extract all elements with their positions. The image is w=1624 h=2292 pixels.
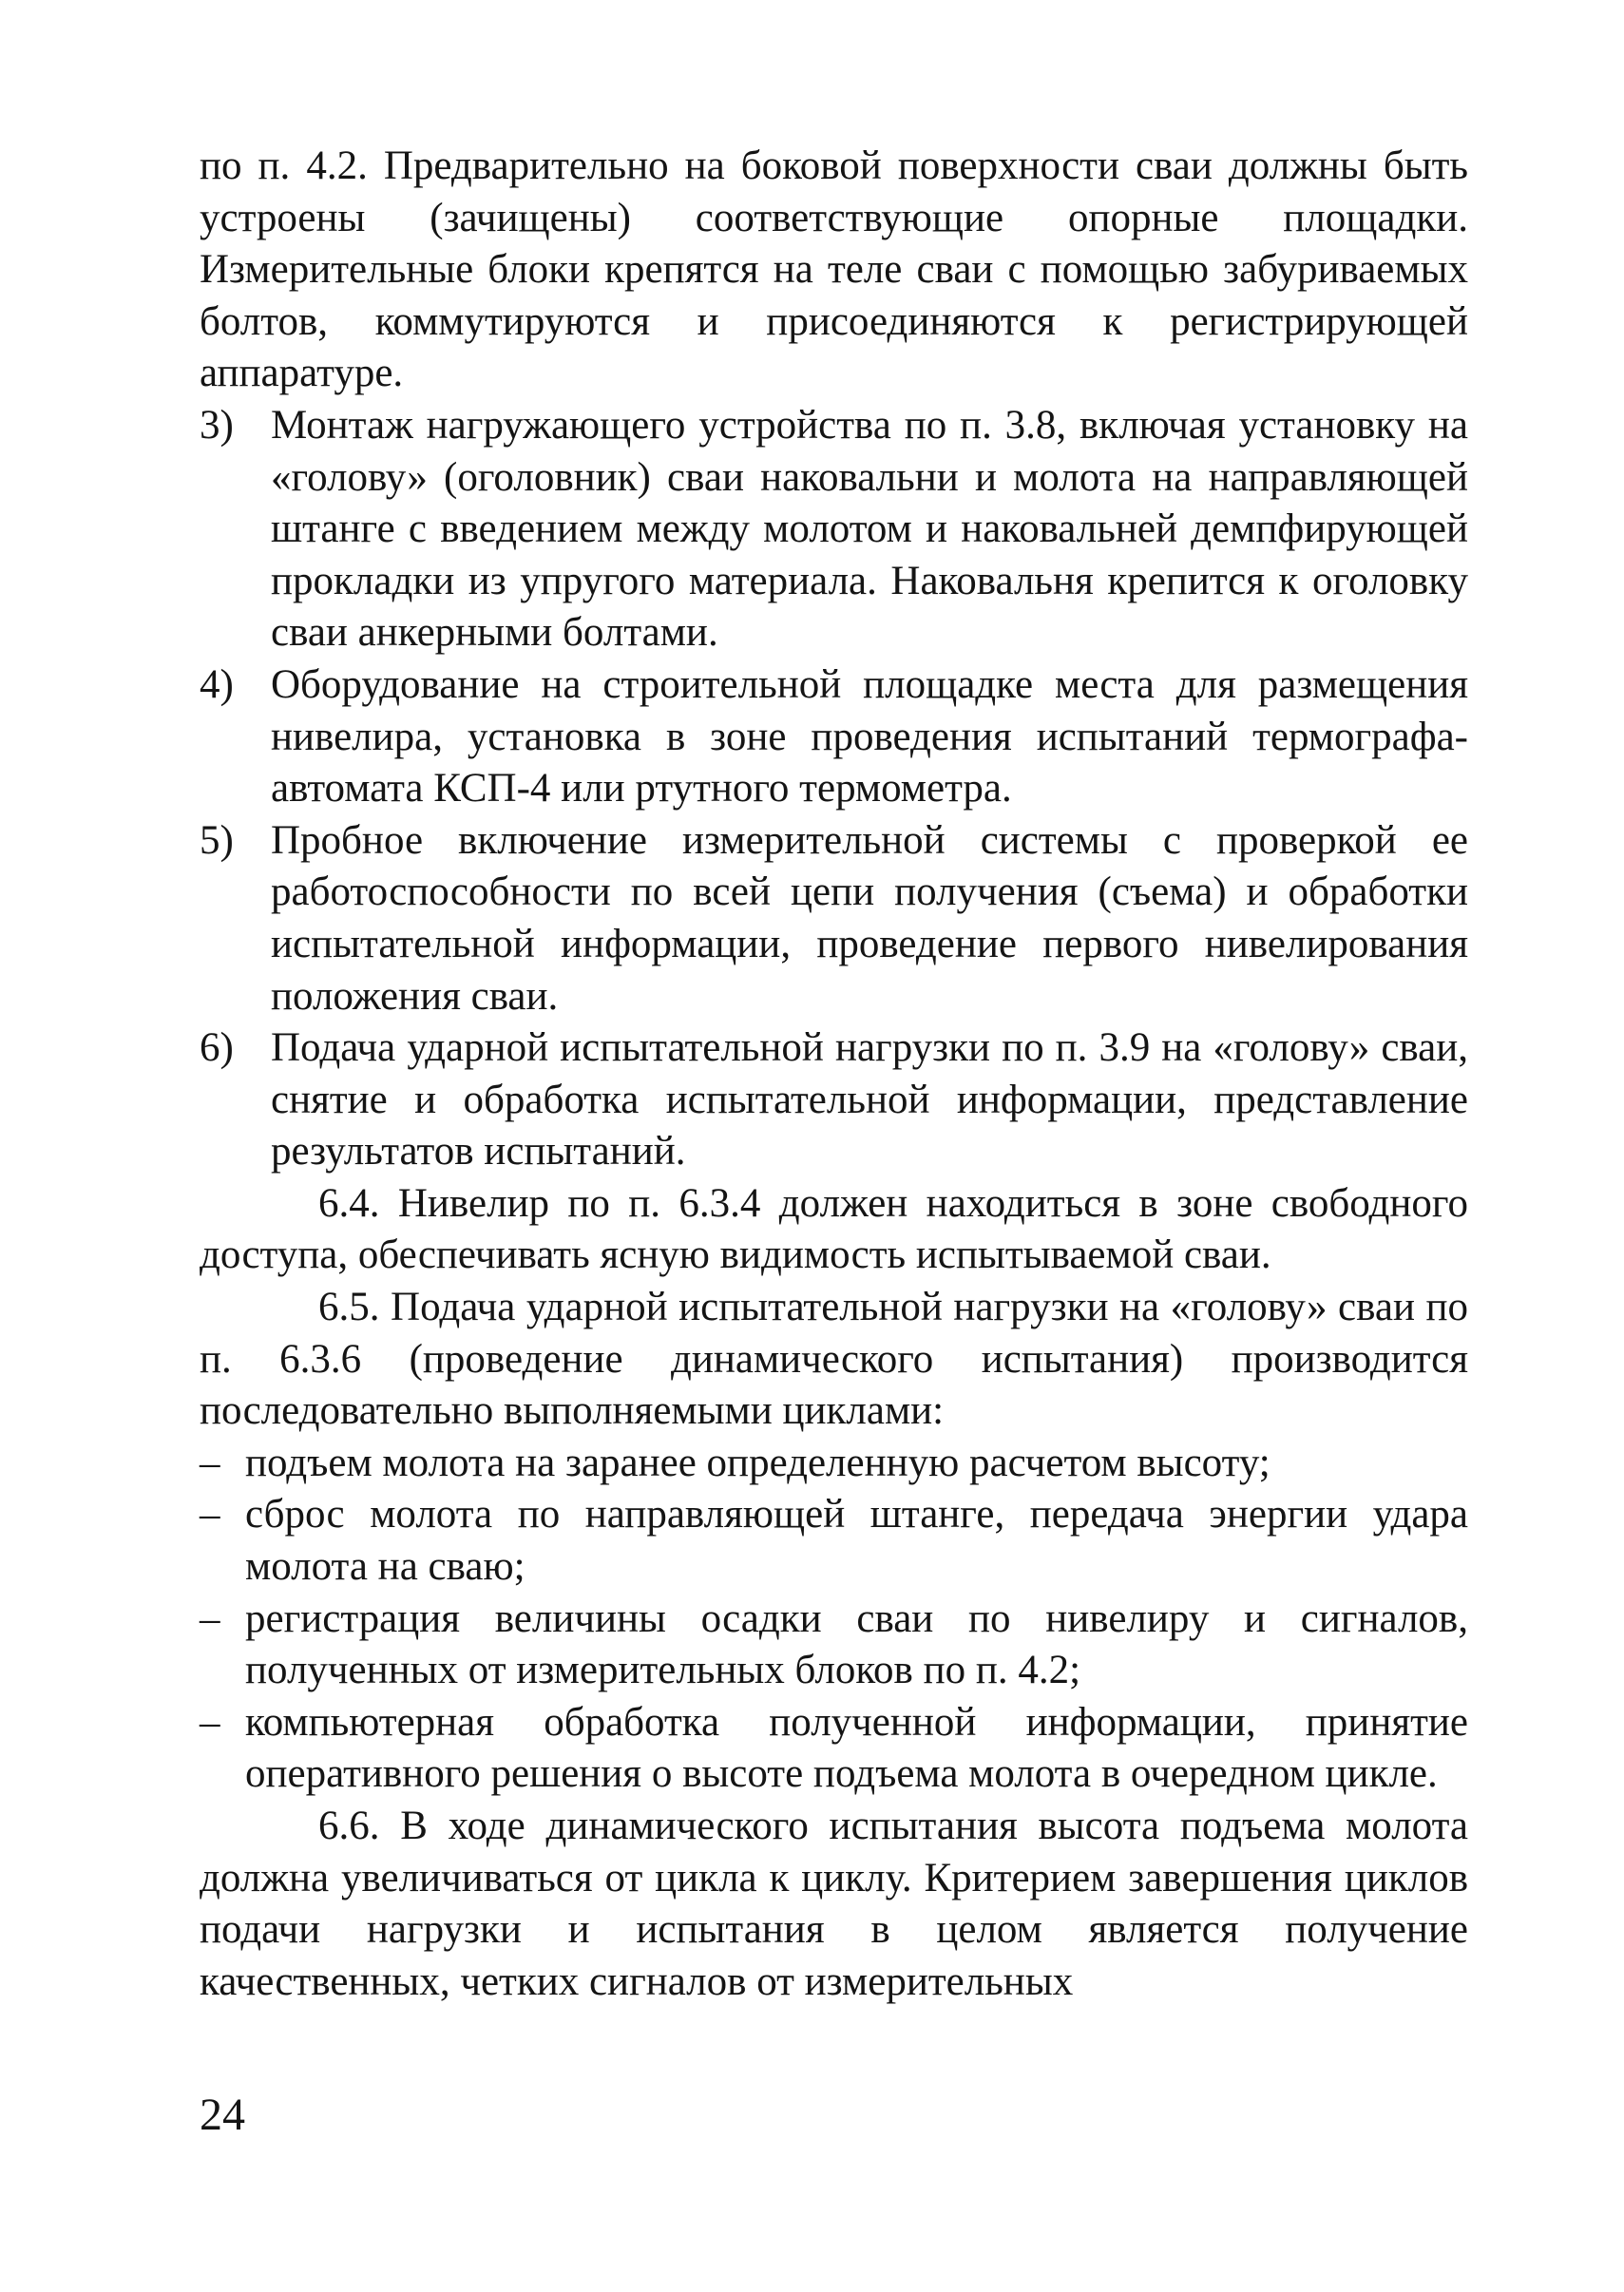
list-number: 5) xyxy=(200,817,234,863)
list-item-text: Монтаж нагружающего устройства по п. 3.8, включая установку на «голову» (оголовник) сваи наковальни и молота на направляющей штанге с введением между молотом и наковальней демпфирующей прокладки из упругого материала. Наковальня крепится к оголовку сваи анкерными болтами. xyxy=(271,402,1468,656)
dash-marker: – xyxy=(200,1440,220,1485)
dash-marker: – xyxy=(200,1699,220,1745)
dash-item xyxy=(200,1438,1468,1490)
list-item-step-3 xyxy=(200,400,1468,659)
paragraph-6-5: 6.5. Подача ударной испытательной нагрузки на «голову» сваи по п. 6.3.6 (проведение динамического испытания) производится последовательно выполняемыми циклами: xyxy=(200,1285,1468,1434)
list-item-step-6 xyxy=(200,1022,1468,1178)
list-item-step-4 xyxy=(200,659,1468,815)
body-text xyxy=(200,141,1468,2008)
list-number: 3) xyxy=(200,402,234,448)
list-number: 4) xyxy=(200,661,234,707)
dash-item-text: сброс молота по направляющей штанге, передача энергии удара молота на сваю; xyxy=(245,1492,1468,1590)
dash-marker: – xyxy=(200,1595,220,1641)
page-number: 24 xyxy=(200,2090,245,2140)
list-item-step-5 xyxy=(200,815,1468,1022)
paragraph-6-4: 6.4. Нивелир по п. 6.3.4 должен находиться в зоне свободного доступа, обеспечивать ясную видимость испытываемой сваи. xyxy=(200,1180,1468,1278)
dash-marker: – xyxy=(200,1492,220,1538)
list-number: 6) xyxy=(200,1025,234,1071)
dash-item xyxy=(200,1697,1468,1801)
paragraph-6-6: 6.6. В ходе динамического испытания высота подъема молота должна увеличиваться от цикла к циклу. Критерием завершения циклов подачи нагрузки и испытания в целом является получение качественных, четких сигналов от измерительных xyxy=(200,1804,1468,2004)
dash-item-text: подъем молота на заранее определенную расчетом высоту; xyxy=(245,1440,1271,1485)
dash-item xyxy=(200,1594,1468,1697)
dash-item-text: компьютерная обработка полученной информации, принятие оперативного решения о высоте подъема молота в очередном цикле. xyxy=(245,1699,1468,1797)
dash-item-text: регистрация величины осадки сваи по нивелиру и сигналов, полученных от измерительных блоков по п. 4.2; xyxy=(245,1595,1468,1693)
paragraph-continuation: по п. 4.2. Предварительно на боковой поверхности сваи должны быть устроены (зачищены) соответствующие опорные площадки. Измерительные блоки крепятся на теле сваи с помощью забуриваемых болтов, коммутируются и присоединяются к регистрирующей аппаратуре. xyxy=(200,143,1468,396)
list-item-text: Подача ударной испытательной нагрузки по п. 3.9 на «голову» сваи, снятие и обработка испытательной информации, представление результатов испытаний. xyxy=(271,1025,1468,1175)
dash-item xyxy=(200,1489,1468,1593)
list-item-text: Оборудование на строительной площадке места для размещения нивелира, установка в зоне проведения испытаний термографа-автомата КСП-4 или ртутного термометра. xyxy=(271,661,1468,812)
list-item-text: Пробное включение измерительной системы с проверкой ее работоспособности по всей цепи получения (съема) и обработки испытательной информации, проведение первого нивелирования положения сваи. xyxy=(271,817,1468,1019)
